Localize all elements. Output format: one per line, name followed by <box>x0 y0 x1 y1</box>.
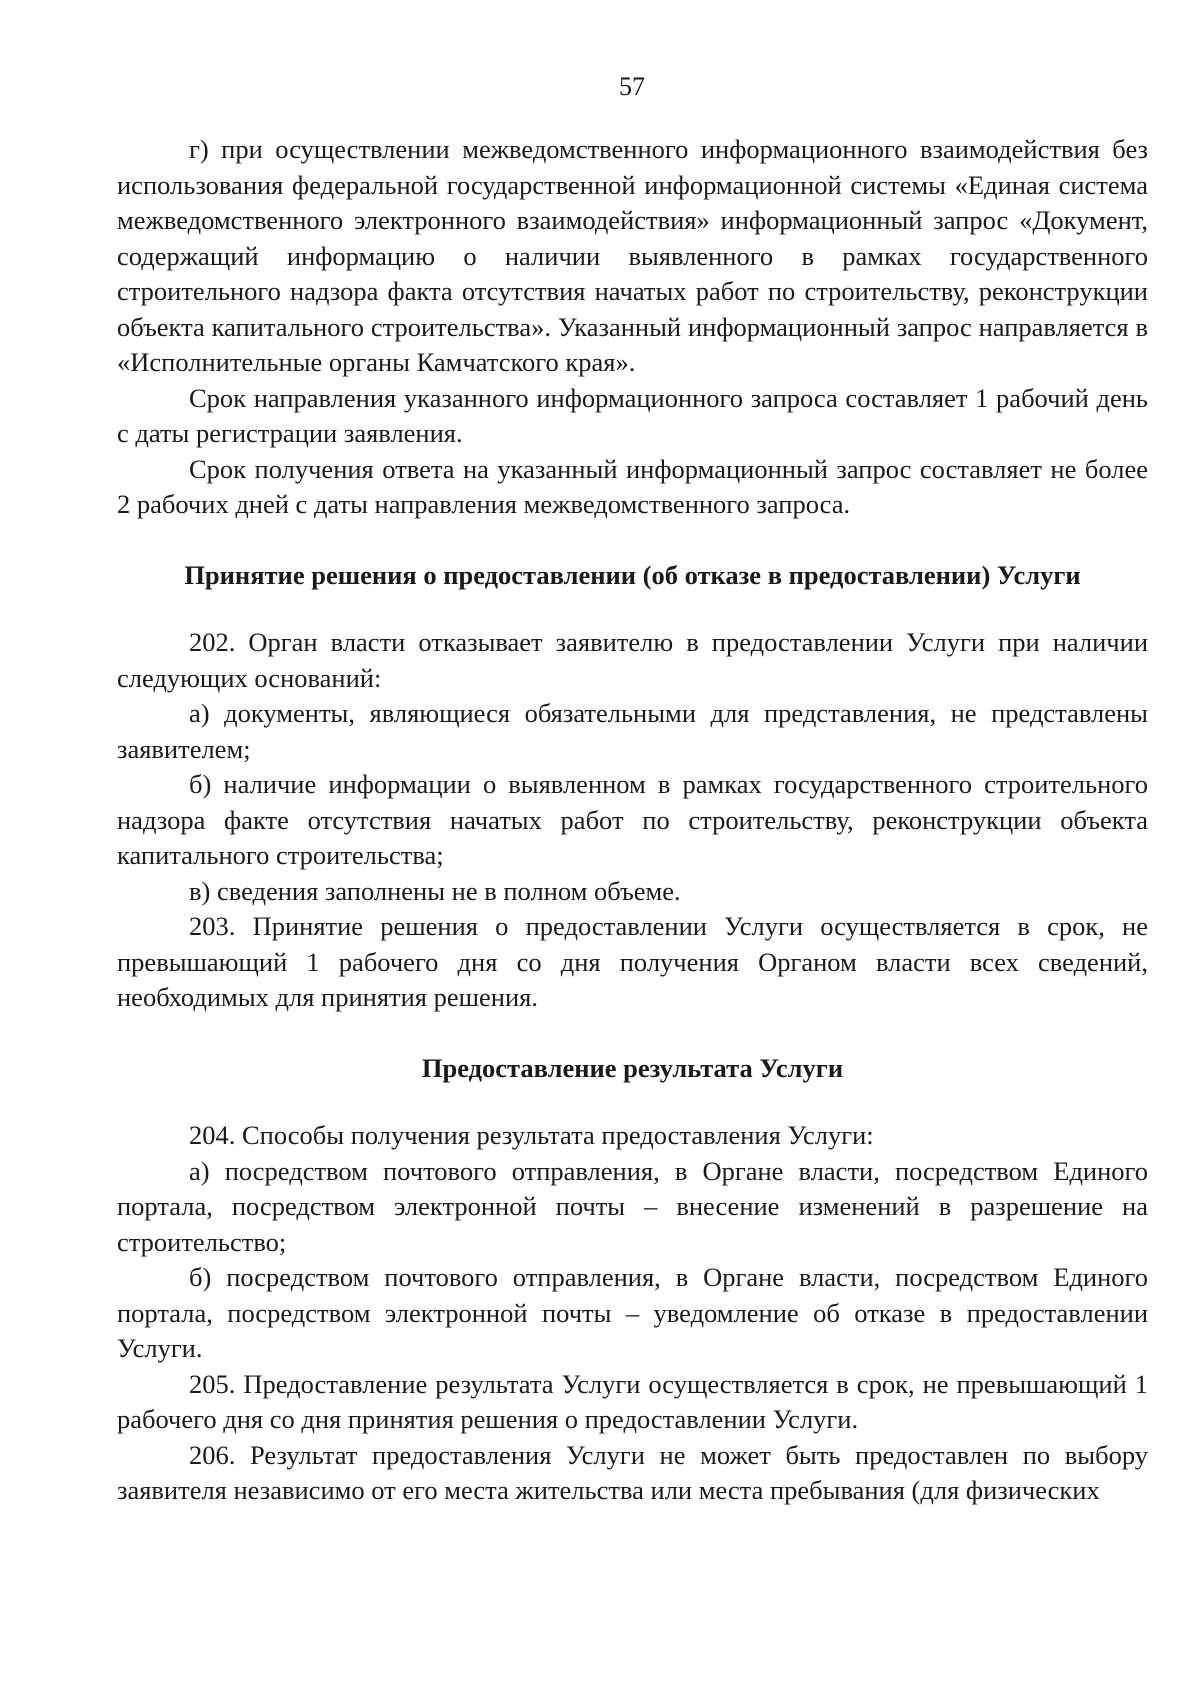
paragraph-202: 202. Орган власти отказывает заявителю в предоставлении Услуги при наличии следующих оснований: <box>117 627 1148 693</box>
section-heading-decision: Принятие решения о предоставлении (об отказе в предоставлении) Услуги <box>184 559 1081 590</box>
paragraph-response-deadline: Срок получения ответа на указанный информационный запрос составляет не более 2 рабочих дней с даты направления межведомственного запроса. <box>117 453 1148 519</box>
page-number: 57 <box>619 72 645 101</box>
paragraph-203: 203. Принятие решения о предоставлении Услуги осуществляется в срок, не превышающий 1 рабочего дня со дня получения Органом власти всех сведений, необходимых для принятия решения. <box>117 911 1148 1012</box>
paragraph-202-a: а) документы, являющиеся обязательными для представления, не представлены заявителем; <box>117 698 1148 764</box>
paragraph-g-request: г) при осуществлении межведомственного информационного взаимодействия без использования федеральной государственной информационной системы «Единая система межведомственного электронного взаимодействия» информационный запрос «Документ, содержащий информацию о наличии выявленного в рамках государственного строительного надзора факта отсутствия начатых работ по строительству, реконструкции объекта капитального строительства». Указанный информационный запрос направляется в «Исполнительные органы Камчатского края». <box>117 134 1148 377</box>
paragraph-request-deadline: Срок направления указанного информационного запроса составляет 1 рабочий день с даты регистрации заявления. <box>117 382 1148 448</box>
document-body <box>117 132 1148 1509</box>
paragraph-206: 206. Результат предоставления Услуги не может быть предоставлен по выбору заявителя независимо от его места жительства или места пребывания (для физических <box>117 1439 1148 1505</box>
section-heading-result: Предоставление результата Услуги <box>421 1052 844 1083</box>
paragraph-205: 205. Предоставление результата Услуги осуществляется в срок, не превышающий 1 рабочего дня со дня принятия решения о предоставлении Услуги. <box>117 1368 1148 1434</box>
paragraph-204-b: б) посредством почтового отправления, в Органе власти, посредством Единого портала, посредством электронной почты – уведомление об отказе в предоставлении Услуги. <box>117 1262 1148 1363</box>
paragraph-204: 204. Способы получения результата предоставления Услуги: <box>189 1120 874 1150</box>
paragraph-202-v: в) сведения заполнены не в полном объеме. <box>189 875 681 906</box>
paragraph-204-a: а) посредством почтового отправления, в Органе власти, посредством Единого портала, посредством электронной почты – внесение изменений в разрешение на строительство; <box>117 1155 1148 1257</box>
paragraph-202-b: б) наличие информации о выявленном в рамках государственного строительного надзора факте отсутствия начатых работ по строительству, реконструкции объекта капитального строительства; <box>117 769 1148 870</box>
